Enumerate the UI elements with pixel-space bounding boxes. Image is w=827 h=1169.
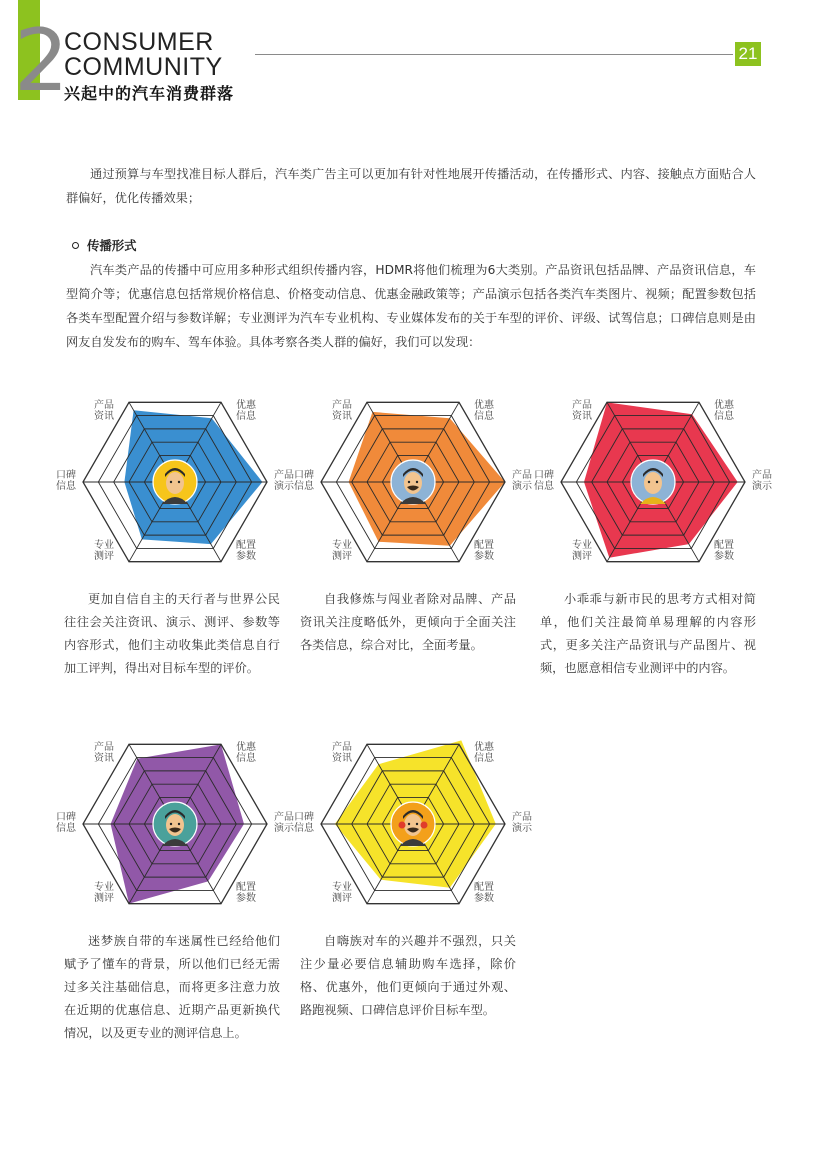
radar-chart-5: [294, 724, 532, 924]
avatar-face: [166, 814, 184, 836]
axis-label-line2: 参数: [236, 550, 256, 562]
axis-label-line2: 资讯: [332, 411, 352, 423]
headphone-man-avatar-icon: [391, 802, 435, 846]
axis-label-line2: 演示: [512, 823, 532, 834]
axis-label-line2: 资讯: [94, 753, 114, 765]
axis-label-line1: 产品: [274, 470, 294, 481]
axis-label-line2: 演示: [274, 823, 294, 834]
axis-label-line1: 产品: [332, 400, 352, 412]
axis-label-line1: 口碑: [56, 470, 76, 481]
axis-label-line2: 资讯: [94, 411, 114, 423]
axis-label-line1: 配置: [236, 539, 256, 551]
radar-chart-1: [56, 382, 294, 582]
radar-axis-label: [747, 470, 777, 492]
axis-label-line2: 参数: [474, 892, 494, 904]
axis-label-line1: 产品: [512, 470, 532, 481]
radar-axis-label: [327, 742, 357, 764]
chapter-title-zh: 兴起中的汽车消费群落: [64, 84, 235, 103]
avatar-face: [166, 472, 184, 494]
axis-label-line1: 配置: [714, 539, 734, 551]
axis-label-line1: 专业: [572, 539, 592, 551]
axis-label-line1: 优惠: [474, 742, 494, 754]
hat-beard-man-avatar-icon: [153, 802, 197, 846]
axis-label-line1: 产品: [752, 470, 772, 481]
section-body: 汽车类产品的传播中可应用多种形式组织传播内容，HDMR将他们梳理为6大类别。产品资讯包括品牌、产品资讯信息，车型简介等；优惠信息包括常规价格信息、价格变动信息、优惠金融政策等；产品演示包括各类汽车类图片、视频；配置参数包括各类车型配置介绍与参数详解；专业测评为汽车专业机构、专业媒体发布的关于车型的评价、评级、试驾信息；口碑信息则是由网友自发发布的购车、驾车体验。具体考察各类人群的偏好，我们可以发现：: [66, 263, 756, 349]
avatar-eye-left: [408, 823, 410, 825]
axis-label-line2: 参数: [474, 550, 494, 562]
chapter-number: 2: [14, 11, 65, 111]
radar-axis-label: [51, 470, 81, 492]
radar-axis-label: [567, 400, 597, 422]
avatar-eye-right: [416, 823, 418, 825]
radar-axis-label: [469, 882, 499, 904]
radar-axis-label: [469, 400, 499, 422]
axis-label-line2: 信息: [294, 481, 314, 492]
axis-label-line2: 信息: [236, 753, 256, 765]
radar-axis-label: [231, 882, 261, 904]
axis-label-line2: 信息: [56, 823, 76, 834]
axis-label-line2: 信息: [474, 411, 494, 423]
avatar-eye-left: [170, 823, 172, 825]
radar-axis-label: [231, 540, 261, 562]
axis-label-line1: 专业: [94, 539, 114, 551]
axis-label-line1: 专业: [332, 539, 352, 551]
axis-label-line2: 信息: [294, 823, 314, 834]
axis-label-line2: 资讯: [572, 411, 592, 423]
axis-label-line1: 产品: [94, 400, 114, 412]
radar-axis-label: [231, 400, 261, 422]
radar-chart-4: [56, 724, 294, 924]
radar-axis-label: [709, 540, 739, 562]
axis-label-line2: 测评: [572, 550, 592, 562]
axis-label-line2: 信息: [714, 411, 734, 423]
axis-label-line2: 测评: [94, 550, 114, 562]
radar-axis-label: [469, 540, 499, 562]
avatar-face: [404, 814, 422, 836]
chart-4-caption: 迷梦族自带的车迷属性已经给他们赋予了懂车的背景，所以他们已经无需过多关注基础信息，而将更多注意力放在近期的优惠信息、近期产品更新换代情况，以及更专业的测评信息上。: [64, 934, 280, 1040]
axis-label-line2: 信息: [56, 481, 76, 492]
axis-label-line1: 口碑: [534, 470, 554, 481]
radar-axis-label: [89, 540, 119, 562]
radar-axis-label: [507, 812, 537, 834]
axis-label-line2: 演示: [274, 481, 294, 492]
section-heading: [72, 236, 137, 254]
young-man-avatar-icon: [631, 460, 675, 504]
axis-label-line2: 参数: [236, 892, 256, 904]
avatar-eye-right: [416, 481, 418, 483]
axis-label-line2: 信息: [474, 753, 494, 765]
axis-label-line2: 演示: [752, 481, 772, 492]
axis-label-line2: 测评: [332, 892, 352, 904]
radar-axis-label: [567, 540, 597, 562]
axis-label-line1: 口碑: [56, 812, 76, 823]
axis-label-line1: 优惠: [236, 742, 256, 754]
header-rule: [255, 54, 733, 55]
chapter-title-en: [64, 30, 223, 80]
radar-axis-label: [289, 812, 319, 834]
avatar-eye-right: [178, 823, 180, 825]
axis-label-line2: 资讯: [332, 753, 352, 765]
avatar-face: [404, 472, 422, 494]
radar-axis-label: [709, 400, 739, 422]
axis-label-line1: 产品: [274, 812, 294, 823]
axis-label-line1: 配置: [474, 881, 494, 893]
radar-axis-label: [327, 540, 357, 562]
axis-label-line1: 产品: [332, 742, 352, 754]
chart-3-caption: 小乖乖与新市民的思考方式相对简单，他们关注最简单易理解的内容形式，更多关注产品资讯与产品图片、视频，也愿意相信专业测评中的内容。: [540, 592, 756, 675]
radar-chart-3: [534, 382, 772, 582]
radar-chart-2: [294, 382, 532, 582]
bullet-circle-icon: [72, 242, 79, 249]
axis-label-line2: 参数: [714, 550, 734, 562]
avatar-face: [644, 472, 662, 494]
intro-paragraph: 通过预算与车型找准目标人群后，汽车类广告主可以更加有针对性地展开传播活动，在传播形式、内容、接触点方面贴合人群偏好，优化传播效果；: [66, 167, 756, 205]
axis-label-line2: 演示: [512, 481, 532, 492]
radar-axis-label: [327, 882, 357, 904]
avatar-eye-right: [656, 481, 658, 483]
axis-label-line2: 信息: [534, 481, 554, 492]
page-number: 21: [735, 42, 761, 66]
chapter-title-line1: CONSUMER: [64, 28, 214, 56]
mustache-man-avatar-icon: [391, 460, 435, 504]
axis-label-line1: 口碑: [294, 470, 314, 481]
avatar-eye-left: [408, 481, 410, 483]
chapter-title-line2: COMMUNITY: [64, 53, 223, 81]
radar-axis-label: [89, 400, 119, 422]
radar-axis-label: [289, 470, 319, 492]
axis-label-line1: 专业: [94, 881, 114, 893]
radar-axis-label: [327, 400, 357, 422]
chart-2-caption: 自我修炼与闯业者除对品牌、产品资讯关注度略低外，更倾向于全面关注各类信息，综合对比，全面考量。: [300, 592, 516, 652]
radar-axis-label: [89, 882, 119, 904]
axis-label-line1: 专业: [332, 881, 352, 893]
axis-label-line1: 产品: [94, 742, 114, 754]
axis-label-line2: 信息: [236, 411, 256, 423]
avatar-eye-left: [648, 481, 650, 483]
axis-label-line2: 测评: [94, 892, 114, 904]
headphone-left: [399, 822, 406, 829]
headphone-right: [421, 822, 428, 829]
axis-label-line1: 优惠: [236, 400, 256, 412]
axis-label-line1: 产品: [572, 400, 592, 412]
radar-axis-label: [89, 742, 119, 764]
chart-1-caption: 更加自信自主的天行者与世界公民往往会关注资讯、演示、测评、参数等内容形式，他们主动收集此类信息自行加工评判，得出对目标车型的评价。: [64, 592, 280, 675]
radar-axis-label: [469, 742, 499, 764]
axis-label-line1: 优惠: [714, 400, 734, 412]
axis-label-line1: 产品: [512, 812, 532, 823]
radar-axis-label: [231, 742, 261, 764]
axis-label-line1: 配置: [236, 881, 256, 893]
axis-label-line2: 测评: [332, 550, 352, 562]
avatar-eye-right: [178, 481, 180, 483]
radar-axis-label: [51, 812, 81, 834]
axis-label-line1: 口碑: [294, 812, 314, 823]
hipster-glasses-avatar-icon: [153, 460, 197, 504]
axis-label-line1: 优惠: [474, 400, 494, 412]
radar-axis-label: [529, 470, 559, 492]
section-heading-text: 传播形式: [87, 238, 137, 253]
avatar-eye-left: [170, 481, 172, 483]
axis-label-line1: 配置: [474, 539, 494, 551]
chart-5-caption: 自嗨族对车的兴趣并不强烈，只关注少量必要信息辅助购车选择，除价格、优惠外，他们更倾向于通过外观、路跑视频、口碑信息评价目标车型。: [300, 934, 516, 1017]
